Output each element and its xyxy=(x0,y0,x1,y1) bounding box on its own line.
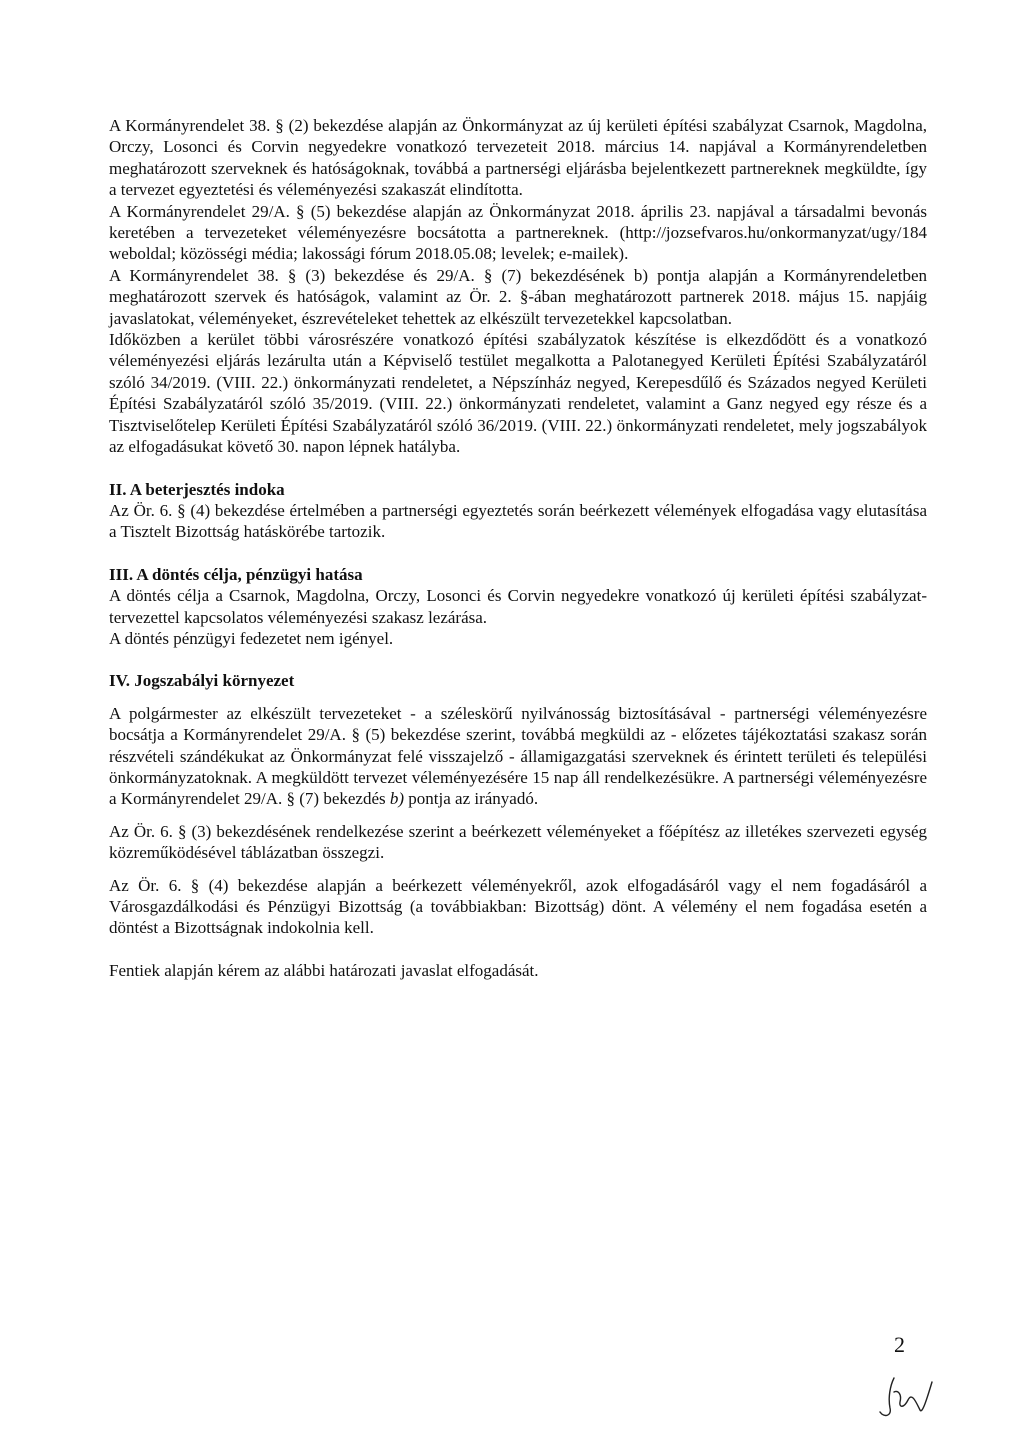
paragraph: A döntés pénzügyi fedezetet nem igényel. xyxy=(109,628,394,648)
paragraph: Időközben a kerület többi városrészére vonatkozó építési szabályzatok készítése is elkezdődött és a vonatkozó véleményezési eljárás lezárulta után a Képviselő testület megalkotta a Palotanegyed Kerületi Építési Szabályzatáról szóló 34/2019. (VIII. 22.) önkormányzati rendeletet, a Népszínház negyed, Kerepesdűlő és Százados negyed Kerületi Építési Szabályzatáról szóló 35/2019. (VIII. 22.) önkormányzati rendeletet, valamint a Ganz negyed egy része és a Tisztviselőtelep Kerületi Építési Szabályzatáról szóló 36/2019. (VIII. 22.) önkormányzati rendeletet, mely jogszabályok az elfogadásukat követő 30. napon lépnek hatályba. xyxy=(109,330,927,457)
section-heading-iii: III. A döntés célja, pénzügyi hatása xyxy=(109,564,363,584)
paragraph-text: pontja az irányadó. xyxy=(408,789,539,809)
spacer xyxy=(109,810,927,821)
page-number: 2 xyxy=(894,1332,905,1357)
italic-text: b) xyxy=(389,789,405,809)
spacer xyxy=(109,939,927,960)
closing-sentence: Fentiek alapján kérem az alábbi határozati javaslat elfogadását. xyxy=(109,960,539,980)
paragraph: A Kormányrendelet 38. § (2) bekezdése alapján az Önkormányzat az új kerületi építési szabályzat Csarnok, Magdolna, Orczy, Losonci és Corvin negyedekre vonatkozó tervezeteit 2018. március 14. napjával a Kormányrendeletben meghatározott szerveknek és hatóságoknak, továbbá a partnerségi eljárásba bejelentkezett partnereknek megküldte, így a tervezet egyeztetési és véleményezési szakaszát elindította. xyxy=(109,116,927,200)
spacer xyxy=(109,458,927,479)
section-heading-ii: II. A beterjesztés indoka xyxy=(109,479,285,499)
paragraph xyxy=(109,703,927,810)
signature-icon xyxy=(872,1372,942,1422)
paragraph: Az Ör. 6. § (3) bekezdésének rendelkezése szerint a beérkezett véleményeket a főépítész az illetékes szervezeti egység közreműködésével táblázatban összegzi. xyxy=(109,821,927,863)
paragraph: A döntés célja a Csarnok, Magdolna, Orczy, Losonci és Corvin negyedekre vonatkozó új kerületi építési szabályzat-tervezettel kapcsolatos véleményezési szakasz lezárása. xyxy=(109,586,927,627)
spacer xyxy=(109,543,927,564)
paragraph: Az Ör. 6. § (4) bekezdése alapján a beérkezett véleményekről, azok elfogadásáról vagy el nem fogadásáról a Városgazdálkodási és Pénzügyi Bizottság (a továbbiakban: Bizottság) dönt. A vélemény el nem fogadása esetén a döntést a Bizottságnak indokolnia kell. xyxy=(109,875,927,938)
paragraph-text: A polgármester az elkészült tervezeteket - a széleskörű nyilvánosság biztosításával - partnerségi véleményezésre bocsátja a Kormányrendelet 29/A. § (5) bekezdése szerint, továbbá megküldi az - előzetes tájékoztatási szakasz során részvételi szándékukat az Önkormányzat felé visszajelző - államigazgatási szerveknek és érintett területi és települési önkormányzatoknak. A megküldött tervezet véleményezésére 15 nap áll rendelkezésükre. A partnerségi véleményezésre a Kormányrendelet 29/A. § (7) bekezdés xyxy=(109,703,927,809)
spacer xyxy=(109,649,927,670)
paragraph: A Kormányrendelet 29/A. § (5) bekezdése alapján az Önkormányzat 2018. április 23. napjával a társadalmi bevonás keretében a tervezeteket véleményezésre bocsátotta a partnereknek. (http://jozsefvaros.hu/onkormanyzat/ugy/184 weboldal; közösségi média; lakossági fórum 2018.05.08; levelek; e-mailek). xyxy=(109,201,927,264)
document-body xyxy=(109,115,927,981)
paragraph: Az Ör. 6. § (4) bekezdése értelmében a partnerségi egyeztetés során beérkezett vélemények elfogadása vagy elutasítása a Tisztelt Bizottság hatáskörébe tartozik. xyxy=(109,500,927,542)
paragraph: A Kormányrendelet 38. § (3) bekezdése és 29/A. § (7) bekezdésének b) pontja alapján a Kormányrendeletben meghatározott szervek és hatóságok, valamint az Ör. 2. §-ában meghatározott partnerek 2018. május 15. napjáig javaslatokat, véleményeket, észrevételeket tehettek az elkészült tervezetekkel kapcsolatban. xyxy=(109,265,927,328)
spacer xyxy=(109,692,927,703)
spacer xyxy=(109,864,927,875)
section-heading-iv: IV. Jogszabályi környezet xyxy=(109,671,295,691)
